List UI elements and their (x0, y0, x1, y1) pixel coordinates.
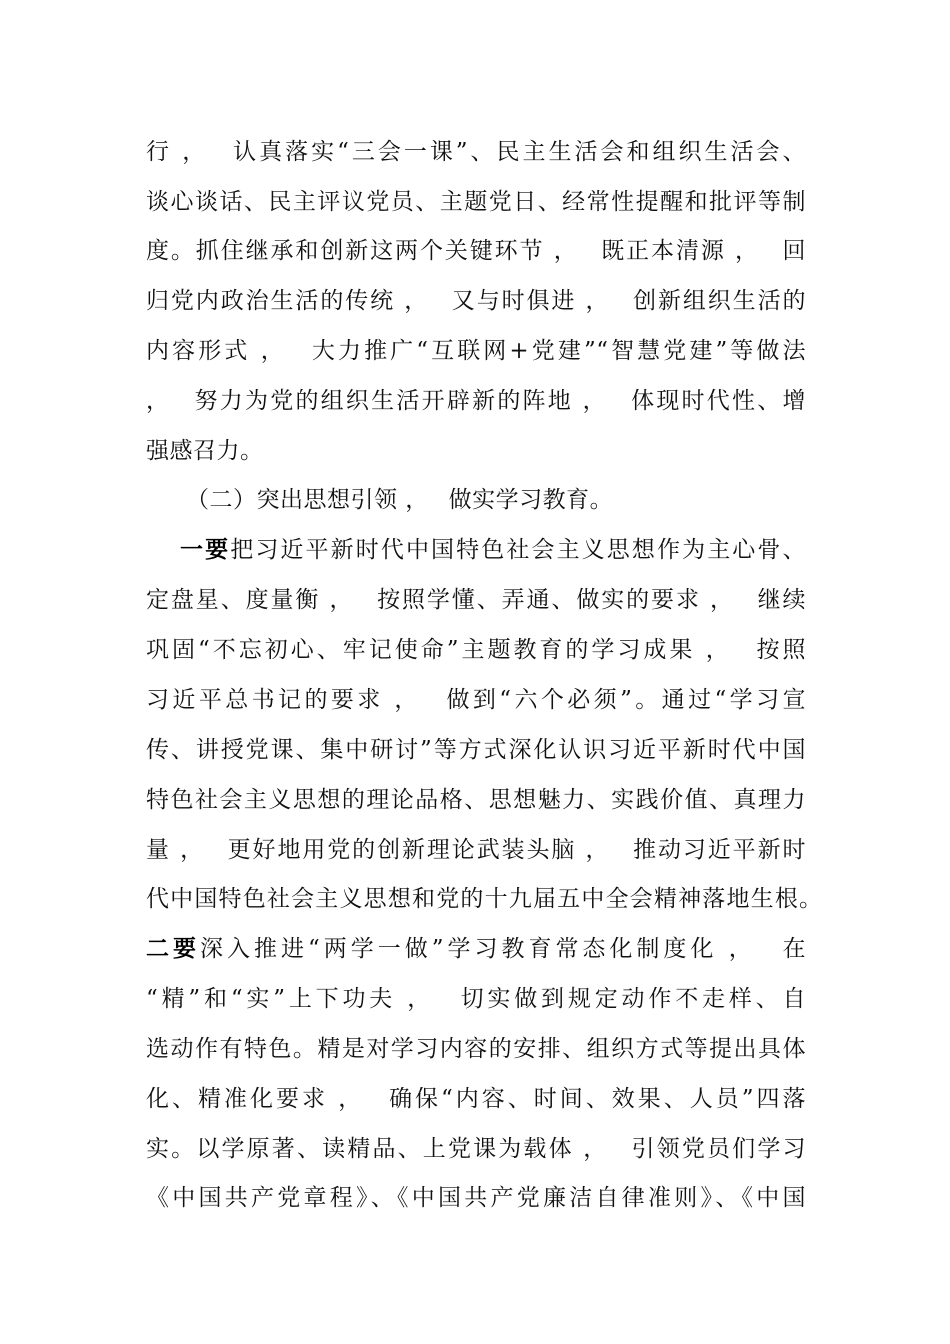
text-line: 归党内政治生活的传统 ， 又与时俱进 ， 创新组织生活的 (146, 288, 806, 314)
point-one-line (180, 535, 806, 565)
text-line: 行 ， 认真落实“三会一课”、民主生活会和组织生活会、 (146, 139, 806, 165)
text-line: 内容形式 ， 大力推广“互联网+党建”“智慧党建”等做法 (146, 338, 806, 364)
point-one-text: 把习近平新时代中国特色社会主义思想作为主心骨、 (230, 537, 807, 563)
section-heading: （二）突出思想引领 ， 做实学习教育。 (186, 487, 614, 513)
text-line: 传、讲授党课、集中研讨”等方式深化认识习近平新时代中国 (146, 737, 806, 763)
text-line: “精”和“实”上下功夫 ， 切实做到规定动作不走样、自 (146, 986, 806, 1012)
text-line: 特色社会主义思想的理论品格、思想魅力、实践价值、真理力 (146, 787, 806, 813)
point-two-text: 深入推进“两学一做”学习教育常态化制度化 ， 在 (200, 936, 807, 962)
text-line: 量 ， 更好地用党的创新理论武装头脑 ， 推动习近平新时 (146, 837, 806, 863)
text-line: 度。抓住继承和创新这两个关键环节 ， 既正本清源 ， 回 (146, 238, 806, 264)
text-line: 习近平总书记的要求 ， 做到“六个必须”。通过“学习宣 (146, 687, 806, 713)
text-line: 定盘星、度量衡 ， 按照学懂、弄通、做实的要求 ， 继续 (146, 587, 806, 613)
text-line: 巩固“不忘初心、牢记使命”主题教育的学习成果 ， 按照 (146, 637, 806, 663)
point-two-line (146, 934, 806, 964)
text-line: ， 努力为党的组织生活开辟新的阵地 ， 体现时代性、增 (146, 388, 806, 414)
point-one-label: 一要 (180, 536, 231, 563)
text-line: 谈心谈话、民主评议党员、主题党日、经常性提醒和批评等制 (146, 189, 806, 215)
text-line: 强感召力。 (146, 438, 264, 464)
text-line: 《中国共产党章程》、《中国共产党廉洁自律准则》、《中国 (146, 1185, 806, 1211)
text-line: 化、精准化要求 ， 确保“内容、时间、效果、人员”四落 (146, 1086, 806, 1112)
point-two-label: 二要 (146, 935, 200, 962)
text-line: 代中国特色社会主义思想和党的十九届五中全会精神落地生根。 (146, 886, 822, 912)
text-line: 选动作有特色。精是对学习内容的安排、组织方式等提出具体 (146, 1036, 806, 1062)
text-line: 实。以学原著、读精品、上党课为载体 ， 引领党员们学习 (146, 1136, 806, 1162)
